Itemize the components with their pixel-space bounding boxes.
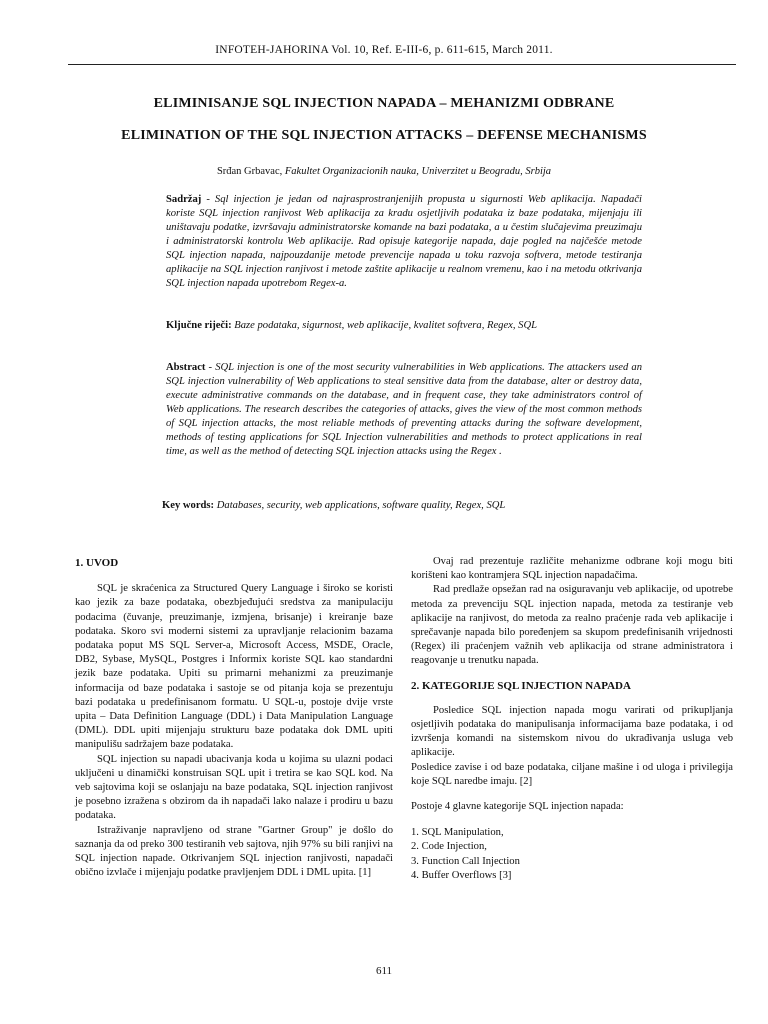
sadrzaj-label: Sadržaj: [166, 194, 202, 205]
keywords-block: [162, 499, 638, 513]
paragraph: Posledice SQL injection napada mogu varirati od prikupljanja osjetljivih podataka do manipulisanja informacijama baze podataka, i od izvršenja komandi na sistemskom nivou do ukrađivanja usluga veb aplikacije.: [411, 704, 733, 759]
abstract-block: [166, 361, 642, 459]
header-rule: [68, 64, 736, 65]
paragraph: Posledice zavise i od baze podataka, ciljane mašine i od uloga i privilegija koje SQL naredbe imaju. [2]: [411, 761, 733, 787]
keywords-label: Key words:: [162, 500, 215, 511]
section-2-heading: 2. KATEGORIJE SQL INJECTION NAPADA: [411, 679, 631, 692]
list-item: 1. SQL Manipulation,: [411, 827, 504, 839]
left-column: [75, 556, 393, 880]
abstract-text: - SQL injection is one of the most security vulnerabilities in Web applications. The attackers used an SQL injection vulnerability of Web applications to steal sensitive data from the database, alter or destroy data, execute administrative commands on the database, and in frequent case, they take administrators control of Web applications. The research describes the categories of attacks, gives the view of the most common methods of SQL injection attacks, the most reliable methods of preventing attacks during the software development, methods of testing applications for SQL Injection vulnerabilities and methods to protect applications in real time, as well as the method of detecting SQL injection attacks using the Regex .: [166, 362, 642, 457]
kljucne-label: Ključne riječi:: [166, 320, 232, 331]
list-item: 2. Code Injection,: [411, 841, 487, 853]
title-english: ELIMINATION OF THE SQL INJECTION ATTACKS – DEFENSE MECHANISMS: [121, 128, 647, 143]
paragraph: SQL injection su napadi ubacivanja koda u kojima su ulazni podaci uključeni u dinamički konstruisan SQL upit i tretira se kao SQL kod. Na veb sajtovima koji se oslanjaju na baze podataka, SQL injection ranjivost je posebno izražena s obzirom da ih napadači lako nalaze i prodiru u bazu podataka.: [75, 753, 393, 822]
abstract-label: Abstract: [166, 362, 206, 373]
author-line: [0, 166, 768, 177]
category-list: [411, 826, 733, 883]
page-number: 611: [375, 965, 393, 977]
paragraph: SQL je skraćenica za Structured Query Language i široko se koristi kao jezik za baze podataka, obezbjeđujući sredstva za manipulaciju podacima (čuvanje, preuzimanje, izmjena, brisanje) i kreiranje baze podataka. Skoro svi moderni sistemi za upravljanje relacionim bazama podataka poput MS SQL Server-a, Microsoft Access, MSDE, Oracle, DB2, Sybase, MySQL, Postgres i Informix koriste SQL kao standardni jezik baze podataka. Upiti su primarni mehanizmi za preuzimanje informacija od baze podataka i sastoje se od pitanja koja se prezentuju bazi podataka u predefinisanom formatu. U SQL-u, postoje dvije vrste upita – Data Definition Language (DDL) i Data Manipulation Language (DML). DDL upiti mijenjaju strukturu baze podataka dok DML upiti manipulišu sadržajem baze podataka.: [75, 583, 393, 751]
paragraph: Postoje 4 glavne kategorije SQL injection napada:: [411, 801, 624, 813]
journal-header: INFOTEH-JAHORINA Vol. 10, Ref. E-III-6, p. 611-615, March 2011.: [215, 44, 553, 56]
kljucne-block: [166, 319, 642, 333]
paragraph: Rad predlaže opsežan rad na osiguravanju veb aplikacije, od upotrebe metoda za prevenciju SQL injection napada, metoda za testiranje veb aplikacije na ranjivost, do metoda za realno praćenje rada veb aplikacije i sprečavanje napada bilo poređenjem sa skupom predefinisanih vrijednosti (Regex) ili praćenjem važnih veb aplikacija od strane administratora i reagovanje u trenutku napada.: [411, 584, 733, 667]
list-item: 3. Function Call Injection: [411, 855, 520, 867]
sadrzaj-block: [166, 193, 642, 291]
title-serbian: ELIMINISANJE SQL INJECTION NAPADA – MEHANIZMI ODBRANE: [153, 96, 615, 111]
section-1-heading: 1. UVOD: [75, 557, 119, 569]
paragraph: Ovaj rad prezentuje različite mehanizme odbrane koji mogu biti korišteni kao kontramjera SQL injection napadačima.: [411, 556, 733, 582]
sadrzaj-text: - Sql injection je jedan od najrasprostranjenijih propusta u sigurnosti Web aplikacija. Napadači koriste SQL injection ranjivost Web aplikacija za kradu osjetljivih podataka iz baze podataka, mijenjaju ili uništavaju podatke, izvršavaju administratorske komande na bazi podataka, a u čestim slučajevima preuzimaju i administratorski kontrolu Web aplikacije. Rad opisuje kategorije napada, daje pogled na najčešće metode SQL injection napada, najpouzdanije metode prevencije napada u toku razvoja softvera, metode testiranja aplikacije na SQL injection ranjivost i metode zaštite aplikacije u realnom vremenu, kao i na metodu otkrivanja SQL injection napada upotrebom Regex-a.: [166, 194, 642, 289]
author-affiliation: Fakultet Organizacionih nauka, Univerzitet u Beogradu, Srbija: [284, 166, 552, 177]
right-column: [411, 555, 733, 883]
author-name: Srđan Grbavac,: [216, 166, 285, 177]
paragraph: Istraživanje napravljeno od strane "Gartner Group" je došlo do saznanja da od preko 300 testiranih veb sajtova, njih 97% su bili ranjivi na SQL injection napade. Otkrivanjem SQL injection ranjivosti, napadači obično izvlače i mijenjaju podatke pravljenjem DDL i DML upita. [1]: [75, 824, 393, 879]
list-item: 4. Buffer Overflows [3]: [411, 869, 512, 881]
keywords-text: Databases, security, web applications, software quality, Regex, SQL: [214, 500, 506, 511]
kljucne-text: Baze podataka, sigurnost, web aplikacije, kvalitet softvera, Regex, SQL: [231, 320, 538, 331]
